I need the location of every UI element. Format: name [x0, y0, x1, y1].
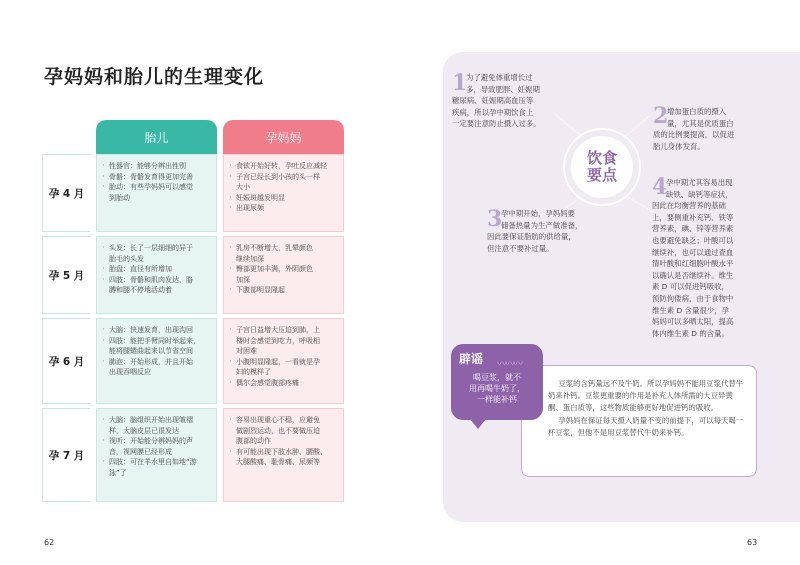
tip-text [652, 177, 772, 339]
list-item: · 胎动：有些孕妈妈可以感觉 [101, 182, 212, 193]
tip-text [452, 72, 582, 130]
myth-statement [459, 372, 535, 405]
badge-line: 要点 [586, 166, 617, 184]
list-item: · 食欲开始好转，孕吐反应减轻 [228, 161, 339, 172]
tip-line: 但注意不要补过量。 [487, 243, 554, 253]
tip-line: 也要避免缺乏；叶酸可以 [652, 235, 734, 245]
myth-line: 用再喝牛奶了， [469, 384, 525, 393]
list-item: 腹部的动作 [236, 437, 271, 446]
tip-line: 预防佝偻病，由于食物中 [652, 293, 734, 303]
list-item: · 偶尔会感觉腹部疼痛 [228, 378, 339, 389]
list-item: 大小 [236, 183, 250, 192]
tip-number: 2 [653, 103, 669, 129]
list-item: · 子宫已经长到小孩的头一样 [228, 172, 339, 183]
list-item: · 四肢：骨骼和肌肉发达，胳 [101, 275, 212, 286]
tip-line: 继续补，也可以通过查血 [652, 247, 734, 257]
month-label: 孕 7 月 [42, 408, 90, 502]
month-label: 孕 6 月 [42, 318, 90, 404]
tip-number: 3 [487, 206, 503, 232]
tip-line: 维生素 D 含量很少，孕 [652, 305, 729, 315]
myth-callout [451, 344, 543, 420]
table-row [42, 318, 348, 404]
table-row [42, 408, 348, 502]
callout-tail [470, 419, 486, 429]
list-item: 加深 [236, 275, 250, 284]
fetus-cell [96, 154, 217, 232]
list-item: · 有可能出现下肢水肿、腰酸、 [228, 447, 339, 458]
tip-line: 多，导致肥胖、妊娠期 [466, 84, 540, 94]
tip-line: 体内维生素 D 的含量。 [652, 328, 729, 338]
list-item: 样，大脑皮层已很发达 [109, 426, 179, 435]
list-item: · 妊娠斑越发明显 [228, 193, 339, 204]
tip-number: 4 [652, 174, 668, 200]
tip-line: 清叶酸和红细胞叶酸水平 [652, 259, 734, 269]
tip-line: 因此在均衡营养的基础 [652, 201, 726, 211]
list-item: · 四肢：可在羊水里自如地“游 [101, 457, 212, 468]
month-label: 孕 5 月 [42, 236, 90, 314]
list-item: · 子宫日益增大压迫到肺，上 [228, 325, 339, 336]
list-item: 膊和腿不停地活动着 [109, 286, 172, 295]
list-item: · 乳房不断增大，乳晕颜色 [228, 243, 339, 254]
list-item: 到胎动 [109, 193, 130, 202]
myth-line: 一样能补钙 [477, 395, 517, 404]
myth-explanation-panel [521, 365, 757, 477]
tip-line: 疾病，所以孕中期饮食上 [452, 107, 534, 117]
list-item: · 下腹部明显隆起 [228, 285, 339, 296]
list-item: · 四肢：能把手臂同时举起来， [101, 336, 212, 347]
tip-line: 孕中期开始，孕妈妈要 [501, 209, 575, 218]
myth-line: 喝豆浆，就不 [473, 373, 521, 382]
mom-cell [223, 408, 344, 502]
mom-cell [223, 318, 344, 404]
myth-paragraph: 豆浆的含钙量远不及牛奶。所以孕妈妈不能用豆浆代替牛奶来补钙。豆浆更重要的作用是补充人体所需的大豆异黄酮、蛋白质等，这些物质能够更好地促进钙的吸收。 [548, 379, 744, 413]
list-item: 音，视网膜已经形成 [109, 447, 172, 456]
wave-decoration-icon: 〰〰〰 [497, 359, 521, 370]
list-item: 胎毛的头发 [109, 254, 144, 263]
list-item: 对困难 [236, 347, 257, 356]
tip-line: 妈妈可以多晒太阳，提高 [652, 317, 734, 327]
list-item: · 容易出现重心不稳，应避免 [228, 415, 339, 426]
tip-line: 量，尤其是优质蛋白 [667, 118, 734, 128]
table-row [42, 236, 348, 314]
table-row [42, 154, 348, 232]
list-item: 做剧烈运动，也不要做压迫 [236, 426, 320, 435]
mom-cell [223, 236, 344, 314]
badge-line: 饮食 [586, 149, 617, 167]
tip-line: 孕中期尤其容易出现 [666, 178, 733, 187]
list-item: · 肺泡：开始形成，并且开始 [101, 357, 212, 368]
list-item: · 胎盘：直径有所增加 [101, 264, 212, 275]
list-item: · 视听：开始能分辨妈妈的声 [101, 436, 212, 447]
tip-line: 增加蛋白质的摄入 [667, 107, 727, 116]
tip-line: 上，要侧重补充钙、铁等 [652, 212, 734, 222]
month-label: 孕 4 月 [42, 154, 90, 232]
tip-line: 以确认是否继续补。维生 [652, 270, 734, 280]
page-number: 63 [747, 538, 758, 547]
list-item: · 性器官：能够分辨出性别 [101, 161, 212, 172]
tip-text [487, 208, 607, 254]
list-item: · 头发：长了一层细细的异于 [101, 243, 212, 254]
fetus-cell [96, 318, 217, 404]
page-title: 孕妈妈和胎儿的生理变化 [44, 66, 265, 88]
tip-line: 储备热量为生产做准备， [501, 220, 583, 230]
tip-line: 素 D 可以促进钙吸收， [652, 282, 729, 292]
list-item: 妇的模样了 [236, 368, 271, 377]
tip-number: 1 [452, 70, 468, 96]
tip-line: 一定要注意防止摄入过多。 [452, 119, 541, 129]
list-item: 泳”了 [109, 468, 127, 477]
list-item: · 骨骼：骨骼发育得更加完善 [101, 172, 212, 183]
fetus-cell [96, 236, 217, 314]
list-item: · 出现尿频 [228, 203, 339, 214]
tip-text [653, 106, 773, 152]
list-item: · 臀部更加丰满，外阴颜色 [228, 264, 339, 275]
tip-line: 营养素，碘、锌等营养素 [652, 224, 734, 234]
tip-line: 缺铁、缺钙等症状， [666, 189, 733, 199]
tip-line: 糖尿病、妊娠期高血压等 [452, 96, 534, 106]
mom-cell [223, 154, 344, 232]
list-item: 能将腿蜷曲起来以节省空间 [109, 347, 193, 356]
list-item: · 小腹明显隆起，一看就是孕 [228, 357, 339, 368]
tip-line: 胎儿身体发育。 [653, 141, 705, 151]
list-item: 出现吞咽反应 [109, 368, 151, 377]
list-item: 继续加深 [236, 254, 264, 263]
list-item: 楼时会感觉到吃力，呼吸相 [236, 336, 320, 345]
diet-tips-badge [563, 128, 641, 206]
tip-line: 因此要保证脂肪的供给量， [487, 232, 576, 242]
list-item: 大腿酸痛、耻骨痛、尿频等 [236, 458, 320, 467]
mom-column-header: 孕妈妈 [223, 120, 344, 154]
fetus-cell [96, 408, 217, 502]
myth-paragraph: 孕妈妈在保证每天摄入奶量不变的前提下，可以每天喝一杯豆浆，但他不是用豆浆替代牛奶来补钙。 [548, 415, 744, 437]
tip-line: 质的比例要提高，以促进 [653, 130, 735, 140]
list-item: · 大脑：脑组织开始出现皱褶 [101, 415, 212, 426]
myth-title: 辟谣 [459, 352, 484, 366]
page-number: 62 [44, 538, 55, 547]
tip-line: 为了避免体重增长过 [466, 73, 533, 82]
list-item: · 大脑：快速发育，出现沟回 [101, 325, 212, 336]
fetus-column-header: 胎儿 [96, 120, 217, 154]
